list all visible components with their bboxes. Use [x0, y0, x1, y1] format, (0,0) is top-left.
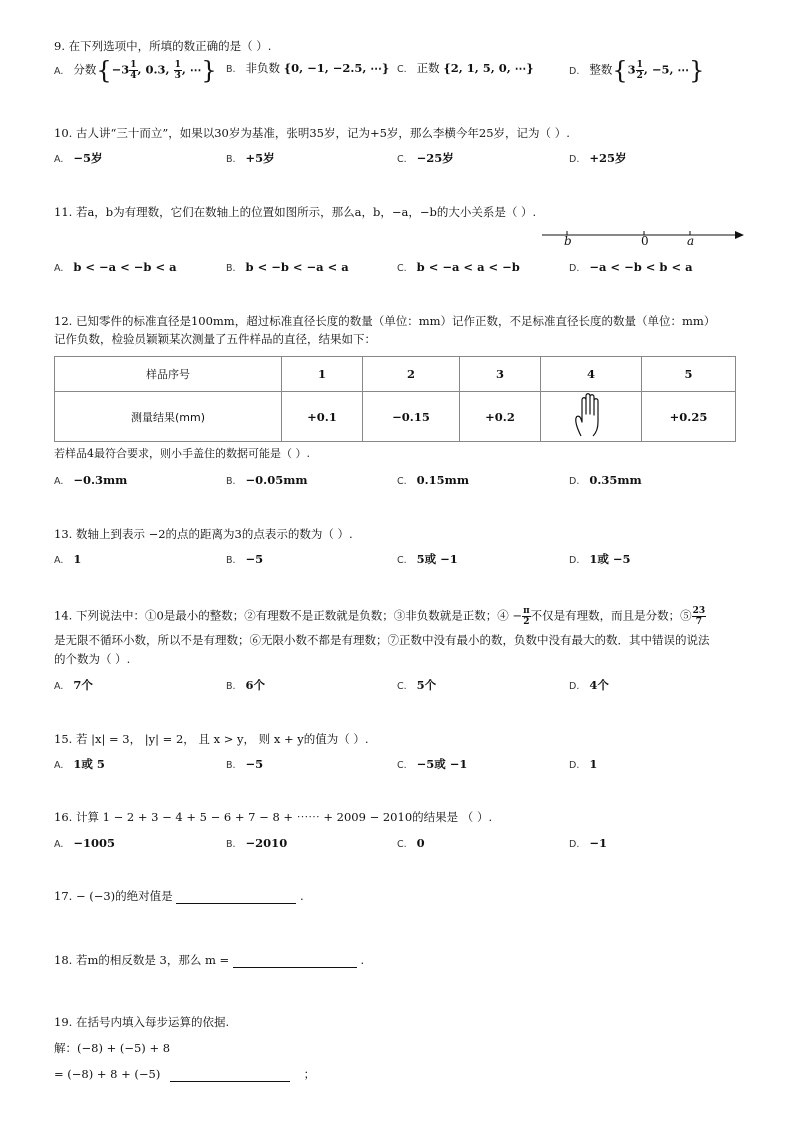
answer-blank-19[interactable] — [170, 1067, 290, 1082]
table-cell: 3 — [460, 357, 541, 392]
question-17: 17. − (−3)的绝对值是 . — [54, 889, 304, 903]
q12-option-b[interactable]: B. −0.05mm — [226, 473, 308, 487]
q16-option-c[interactable]: C. 0 — [397, 836, 425, 850]
table-cell: 2 — [363, 357, 460, 392]
q15-option-b[interactable]: B. −5 — [226, 757, 264, 771]
question-14-line1: 14. 下列说法中：①0是最小的整数；②有理数不是正数就是负数；③非负数就是正数；④ − $\frac{\pi}{2}$ 不仅是有理数，而且是分数；⑤ $\frac{23}{7}$ — [54, 606, 706, 627]
measurement-table — [54, 356, 736, 442]
q14-option-c[interactable]: C. 5个 — [397, 678, 437, 692]
q15-option-a[interactable]: A. 1或 5 — [54, 757, 105, 771]
q14-option-d[interactable]: D. 4个 — [569, 678, 609, 692]
q12-option-d[interactable]: D. 0.35mm — [569, 473, 642, 487]
question-14-line2: 是无限不循环小数，所以不是有理数；⑥无限小数不都是有理数；⑦正数中没有最小的数，负数中没有最大的数．其中错误的说法 — [54, 633, 710, 647]
table-cell: 4 — [541, 357, 642, 392]
fraction-pi-over-2: $\frac{\pi}{2}$ — [523, 606, 530, 627]
hidden-value-cell — [541, 392, 642, 442]
q14-option-a[interactable]: A. 7个 — [54, 678, 93, 692]
q11-option-c[interactable]: C. b < −a < a < −b — [397, 260, 520, 274]
q13-option-c[interactable]: C. 5或 −1 — [397, 552, 458, 566]
table-header-cell: 样品序号 — [55, 357, 282, 392]
answer-blank-18[interactable] — [233, 953, 357, 968]
table-cell: 1 — [282, 357, 363, 392]
question-13-stem: 13. 数轴上到表示 −2的点的距离为3的点表示的数为（ ）. — [54, 527, 353, 541]
table-cell: 5 — [642, 357, 736, 392]
q15-option-d[interactable]: D. 1 — [569, 757, 598, 771]
q10-option-b[interactable]: B. +5岁 — [226, 151, 275, 165]
q9-option-a[interactable]: A. 分数{−3 $\frac{1}{4}$ , 0.3, $\frac{1}{3}$ , ⋯} — [54, 56, 217, 85]
q16-option-a[interactable]: A. −1005 — [54, 836, 116, 850]
question-15-stem: 15. 若 |x| = 3， |y| = 2， 且 x > y， 则 x + y的值为（ ）. — [54, 732, 369, 746]
q10-option-a[interactable]: A. −5岁 — [54, 151, 103, 165]
number-line-label-zero: 0 — [641, 234, 649, 248]
q10-option-c[interactable]: C. −25岁 — [397, 151, 454, 165]
question-19-line2: = (−8) + 8 + (−5) ； — [54, 1067, 316, 1081]
q13-option-a[interactable]: A. 1 — [54, 552, 82, 566]
table-cell: +0.2 — [460, 392, 541, 442]
fraction-23-over-7: $\frac{23}{7}$ — [692, 606, 706, 627]
q11-option-b[interactable]: B. b < −b < −a < a — [226, 260, 349, 274]
number-line-label-a: a — [687, 234, 695, 248]
question-16-stem: 16. 计算 1 − 2 + 3 − 4 + 5 − 6 + 7 − 8 + ⋯⋯ + 2009 − 2010的结果是 （ ）. — [54, 810, 493, 824]
number-line-label-b: b — [564, 234, 572, 248]
question-11-stem: 11. 若a，b为有理数，它们在数轴上的位置如图所示，那么a，b，−a，−b的大小关系是（ ）. — [54, 205, 537, 219]
table-row — [55, 357, 736, 392]
q9-option-c[interactable]: C. 正数 {2, 1, 5, 0, ⋯} — [397, 61, 534, 75]
question-12-stem-line1: 12. 已知零件的标准直径是100mm，超过标准直径长度的数量（单位：mm）记作正数，不足标准直径长度的数量（单位：mm） — [54, 314, 716, 328]
question-9-stem: 9. 在下列选项中，所填的数正确的是（ ）. — [54, 39, 272, 53]
answer-blank-17[interactable] — [176, 889, 296, 904]
q14-option-b[interactable]: B. 6个 — [226, 678, 266, 692]
q16-option-d[interactable]: D. −1 — [569, 836, 607, 850]
question-18: 18. 若m的相反数是 3，那么 m = . — [54, 953, 365, 967]
question-12-prompt: 若样品4最符合要求，则小手盖住的数据可能是（ ）. — [54, 447, 310, 460]
q12-option-c[interactable]: C. 0.15mm — [397, 473, 470, 487]
question-10-stem: 10. 古人讲“三十而立”，如果以30岁为基准，张明35岁，记为+5岁，那么李横今年25岁，记为（ ）. — [54, 126, 570, 140]
fraction: $\frac{1}{4}$ — [130, 60, 137, 81]
fraction: $\frac{1}{3}$ — [174, 60, 181, 81]
q16-option-b[interactable]: B. −2010 — [226, 836, 288, 850]
q9-option-b[interactable]: B. 非负数 {0, −1, −2.5, ⋯} — [226, 61, 390, 75]
table-cell: −0.15 — [363, 392, 460, 442]
question-19-stem: 19. 在括号内填入每步运算的依据. — [54, 1015, 230, 1029]
q13-option-d[interactable]: D. 1或 −5 — [569, 552, 631, 566]
table-cell: +0.25 — [642, 392, 736, 442]
fraction: $\frac{1}{2}$ — [636, 60, 643, 81]
question-12-stem-line2: 记作负数，检验员颖颖某次测量了五件样品的直径，结果如下： — [54, 332, 376, 346]
table-row — [55, 392, 736, 442]
q9-option-d[interactable]: D. 整数{3 $\frac{1}{2}$ , −5, ⋯} — [569, 56, 705, 85]
q11-option-d[interactable]: D. −a < −b < b < a — [569, 260, 693, 274]
hand-icon — [571, 392, 611, 438]
q13-option-b[interactable]: B. −5 — [226, 552, 264, 566]
q15-option-c[interactable]: C. −5或 −1 — [397, 757, 468, 771]
question-14-line3: 的个数为（ ）. — [54, 652, 131, 666]
q10-option-d[interactable]: D. +25岁 — [569, 151, 627, 165]
question-19-line1: 解：(−8) + (−5) + 8 — [54, 1041, 171, 1055]
table-header-cell: 测量结果(mm) — [55, 392, 282, 442]
q12-option-a[interactable]: A. −0.3mm — [54, 473, 128, 487]
table-cell: +0.1 — [282, 392, 363, 442]
q11-option-a[interactable]: A. b < −a < −b < a — [54, 260, 177, 274]
